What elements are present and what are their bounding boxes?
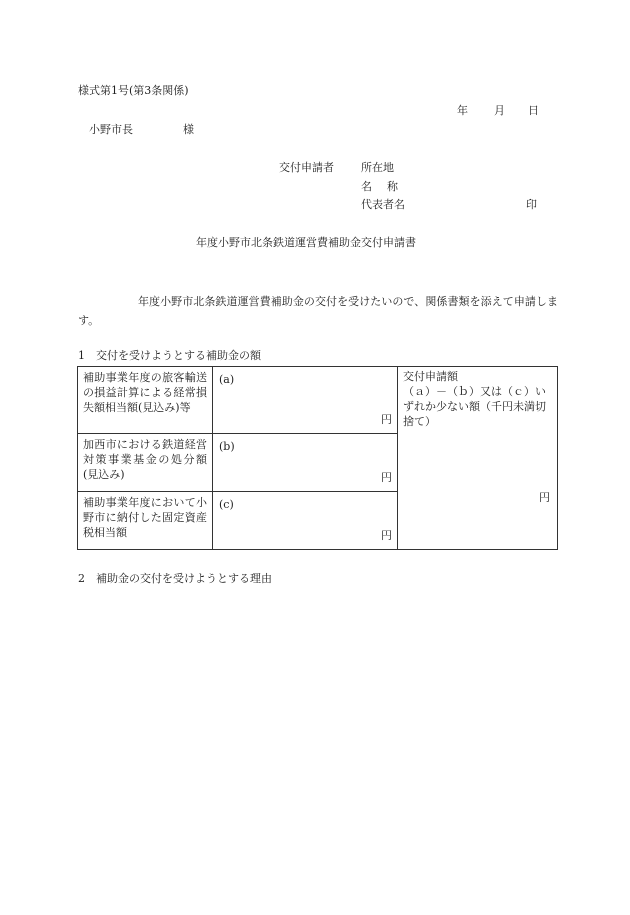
date-day-label: 日 [528,104,539,117]
applicant-address-label: 所在地 [361,161,394,174]
document-title: 年度小野市北条鉄道運営費補助金交付申請書 [196,236,416,249]
section2-heading: 2 補助金の交付を受けようとする理由 [78,572,272,585]
cell-mark-c: (c) [219,498,234,511]
seal-mark: 印 [526,198,537,211]
row-label-cell [78,492,213,550]
form-number: 様式第1号(第3条関係) [78,84,189,97]
row-label-cell [78,367,213,434]
row-label-b: 加西市における鉄道経営対策事業基金の処分額(見込み) [83,438,207,481]
applicant-label: 交付申請者 [279,161,334,174]
amount-cell-a [213,367,398,434]
row-label-c: 補助事業年度において小野市に納付した固定資産税相当額 [83,496,207,539]
total-label: 交付申請額 [403,370,458,383]
yen-unit-c: 円 [381,529,392,542]
yen-unit-a: 円 [381,413,392,426]
applicant-representative-label: 代表者名 [361,198,405,211]
total-yen-unit: 円 [539,491,550,504]
cell-mark-b: (b) [219,440,235,453]
addressee-name: 小野市長 [89,123,133,136]
total-description: （ａ）－（ｂ）又は（ｃ）いずれか少ない額（千円未満切捨て） [403,385,546,428]
addressee-honorific: 様 [183,123,194,136]
date-month-label: 月 [494,104,505,117]
total-amount-cell [398,367,558,550]
amount-cell-c [213,492,398,550]
section1-heading: 1 交付を受けようとする補助金の額 [78,349,261,362]
row-label-cell [78,434,213,492]
amount-table [77,366,558,550]
body-text: 年度小野市北条鉄道運営費補助金の交付を受けたいので、関係書類を添えて申請します。 [78,295,558,327]
table-row [78,367,558,434]
amount-cell-b [213,434,398,492]
date-year-label: 年 [457,104,468,117]
row-label-a: 補助事業年度の旅客輸送の損益計算による経常損失額相当額(見込み)等 [83,371,207,414]
applicant-name-label: 名 称 [361,180,400,193]
cell-mark-a: (a) [219,373,235,386]
yen-unit-b: 円 [381,471,392,484]
